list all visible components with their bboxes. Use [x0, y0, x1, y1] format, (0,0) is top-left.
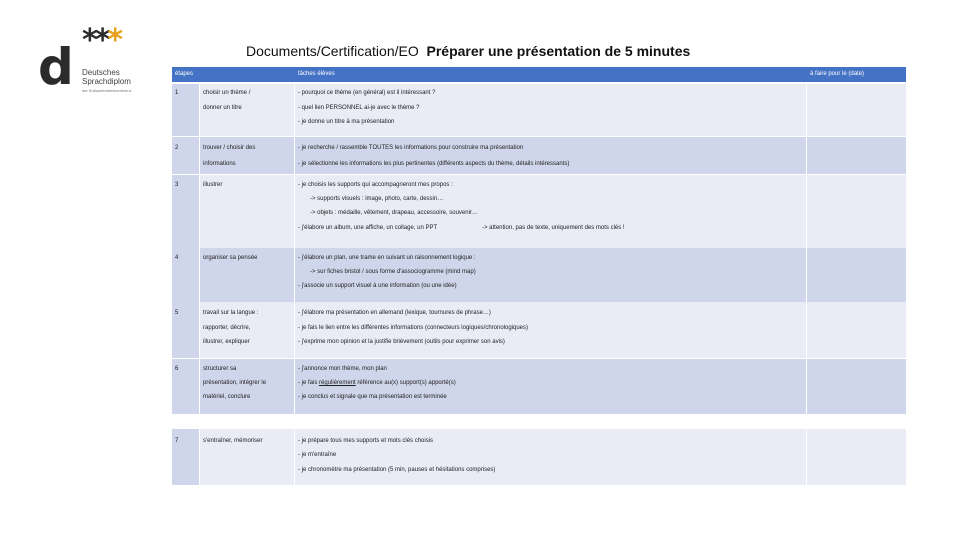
tache-text: - pourquoi ce thème (en général) est il intéressant ? — [298, 90, 436, 96]
tache-text: - je prépare tous mes supports et mots clés choisis — [298, 438, 434, 444]
table-row — [172, 359, 906, 414]
tache-text: - j'annonce mon thème, mon plan — [298, 366, 387, 372]
cell-taches — [295, 137, 806, 174]
row-number: 7 — [175, 438, 179, 444]
etape-text: illustrer, expliquer — [203, 339, 250, 345]
tache-text: - j'exprime mon opinion et la justifie brièvement (outils pour exprimer son avis) — [298, 339, 505, 345]
etape-text: donner un titre — [203, 105, 242, 111]
row-number: 4 — [175, 255, 179, 261]
tache-text: - je fais le lien entre les différentes informations (connecteurs logiques/chronologiques) — [298, 325, 529, 331]
table-row — [172, 84, 906, 136]
logo-stars — [82, 23, 121, 58]
etape-text: trouver / choisir des — [203, 145, 256, 151]
tache-text: - je m'entraîne — [298, 452, 337, 458]
etape-text: rapporter, décrire, — [203, 325, 251, 331]
table-header — [172, 67, 906, 82]
tache-text: - je recherche / rassemble TOUTES les informations pour construire ma présentation — [298, 145, 524, 151]
cell-a-faire — [807, 303, 906, 358]
tache-text: - je conclus et signale que ma présentation est terminée — [298, 394, 447, 400]
steps-table — [172, 67, 906, 485]
etape-text: matériel, conclure — [203, 394, 251, 400]
header-taches: tâches élèves — [298, 71, 335, 77]
cell-etape — [200, 137, 294, 174]
etape-text: présentation, intégrer le — [203, 380, 267, 386]
table-row — [172, 137, 906, 174]
logo-line-deutsches: Deutsches — [82, 68, 120, 77]
row-number: 3 — [175, 182, 179, 188]
etape-text: informations — [203, 161, 236, 167]
etape-text: organiser sa pensée — [203, 255, 258, 261]
row-number: 2 — [175, 145, 179, 151]
cell-a-faire — [807, 359, 906, 414]
tache-text-part: référence au(x) support(s) apporté(s) — [357, 380, 456, 386]
deutsches-sprachdiplom-logo — [38, 24, 138, 100]
cell-a-faire — [807, 84, 906, 136]
tache-text-underlined: régulièrement — [319, 380, 356, 386]
cell-a-faire — [807, 137, 906, 174]
tache-text: -> objets : médaille, vêtement, drapeau, accessoire, souvenir… — [310, 210, 478, 216]
row-number: 6 — [175, 366, 179, 372]
row-number: 1 — [175, 90, 179, 96]
header-a-faire: à faire pour le (date) — [810, 71, 865, 77]
row-number: 5 — [175, 310, 179, 316]
tache-text: - je donne un titre à ma présentation — [298, 119, 395, 125]
page-title — [246, 43, 690, 59]
logo-star-2: * — [94, 23, 108, 58]
logo-letter-d: d — [38, 38, 74, 96]
header-etapes: étapes — [175, 71, 194, 77]
etape-text: travail sur la langue : — [203, 310, 259, 316]
etape-text: structurer sa — [203, 366, 237, 372]
tache-text: - j'élabore un album, une affiche, un collage, un PPT — [298, 225, 438, 231]
tache-text: - j'élabore un plan, une trame en suivant un raisonnement logique : — [298, 255, 476, 261]
tache-text: - j'élabore ma présentation en allemand (lexique, tournures de phrase…) — [298, 310, 491, 316]
tache-text: - je sélectionne les informations les plus pertinentes (différents aspects du thème, détails intéressants) — [298, 161, 570, 167]
tache-text: -> sur fiches bristol / sous forme d'associogramme (mind map) — [310, 269, 476, 275]
cell-a-faire — [807, 248, 906, 302]
table-row — [172, 303, 906, 358]
tache-text: -> supports visuels : image, photo, carte, dessin… — [310, 196, 444, 202]
tache-text: - j'associe un support visuel à une information (ou une idée) — [298, 283, 457, 289]
logo-star-3: * — [107, 23, 121, 58]
title-prefix: Documents/Certification/EO — [246, 43, 419, 59]
etape-text: illustrer — [203, 182, 223, 188]
etape-text: choisir un thème / — [203, 90, 251, 96]
table-row — [172, 429, 906, 485]
tache-text — [298, 379, 456, 387]
cell-num — [172, 137, 199, 174]
title-main: Préparer une présentation de 5 minutes — [426, 43, 691, 59]
tache-text: -> attention, pas de texte, uniquement des mots clés ! — [482, 225, 625, 231]
logo-line-kmk: der Kultusministerkonferenz — [82, 88, 132, 93]
logo-star-1: * — [82, 23, 95, 58]
tache-text: - je choisis les supports qui accompagneront mes propos : — [298, 182, 453, 188]
etape-text: s'entraîner, mémoriser — [203, 438, 263, 444]
tache-text: - quel lien PERSONNEL ai-je avec le thème ? — [298, 105, 420, 111]
tache-text-part: - je fais — [298, 380, 318, 386]
tache-text: - je chronomètre ma présentation (5 min, pauses et hésitations comprises) — [298, 467, 496, 473]
table-row — [172, 248, 906, 302]
logo-line-sprachdiplom: Sprachdiplom — [82, 77, 131, 86]
cell-a-faire — [807, 429, 906, 485]
